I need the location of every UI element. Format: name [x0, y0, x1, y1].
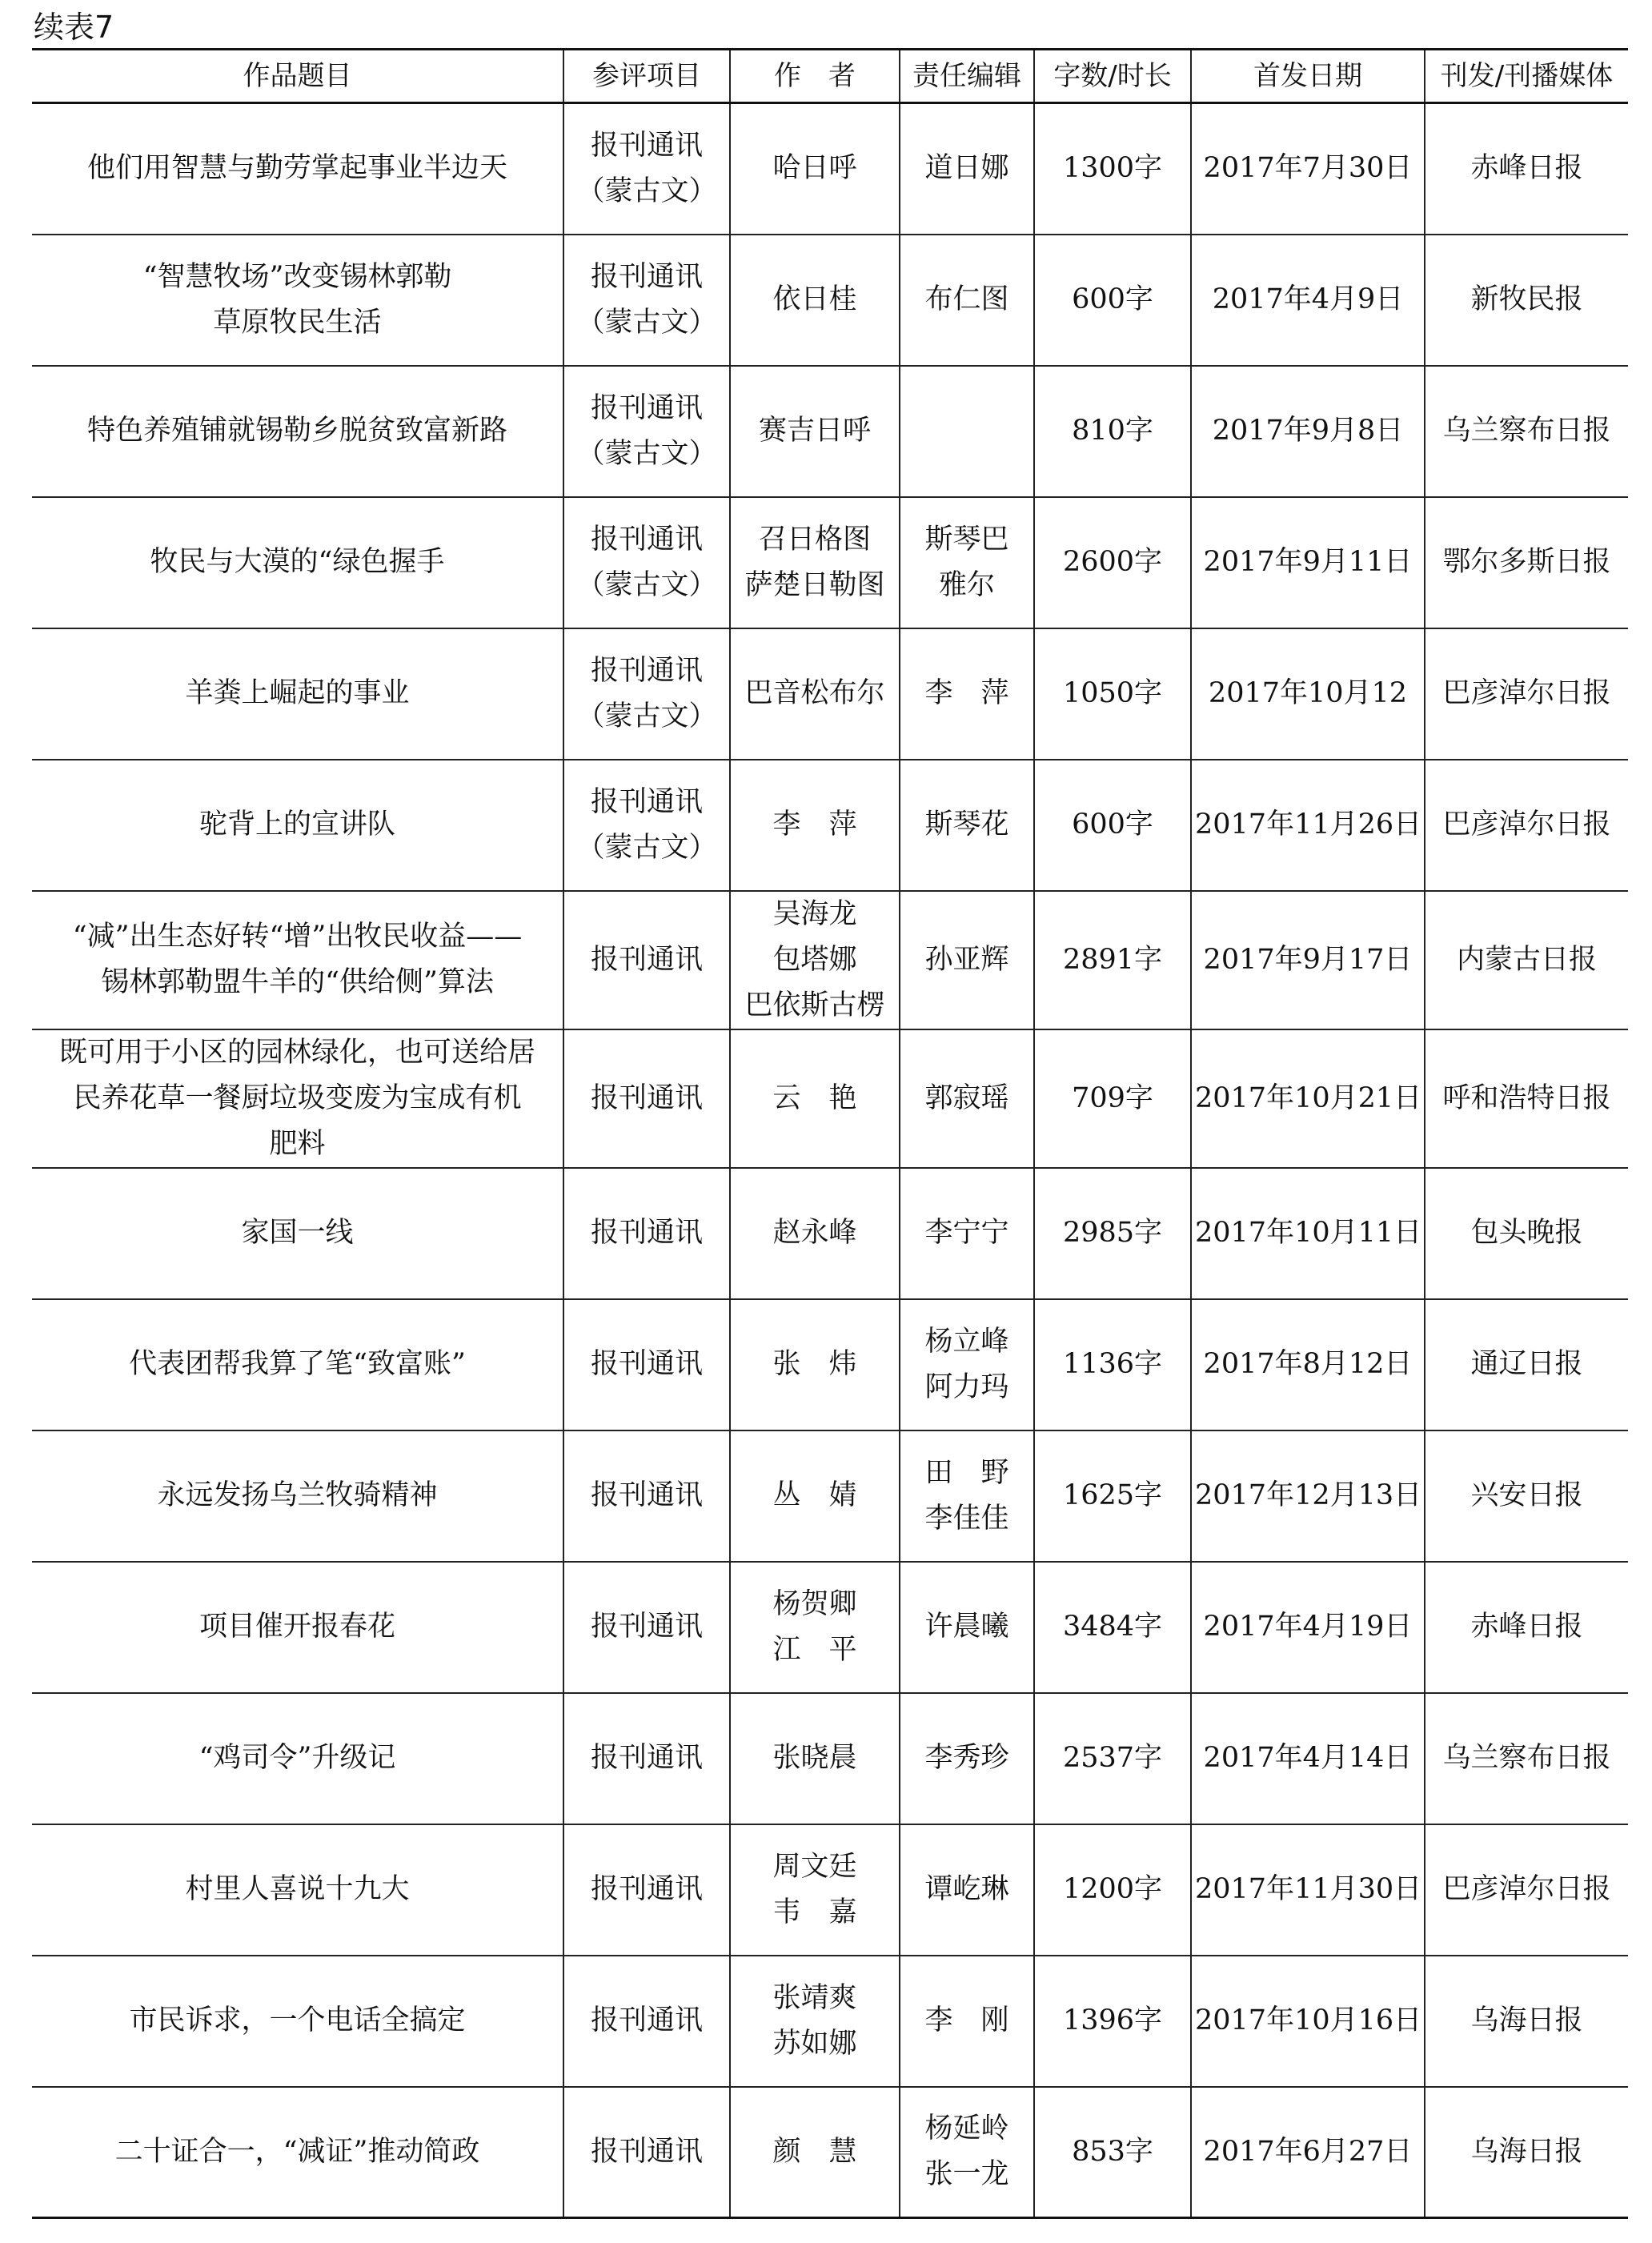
cell-editor: 李宁宁 [900, 1168, 1034, 1299]
table-row [32, 1430, 1628, 1562]
cell-category: 报刊通讯 （蒙古文） [563, 497, 730, 628]
cell-date: 2017年8月12日 [1191, 1299, 1425, 1430]
cell-media: 乌兰察布日报 [1425, 366, 1628, 497]
header-media: 刊发/刊播媒体 [1425, 50, 1628, 103]
cell-editor: 李 刚 [900, 1956, 1034, 2087]
cell-category: 报刊通讯 （蒙古文） [563, 760, 730, 891]
cell-editor: 孙亚辉 [900, 891, 1034, 1029]
cell-category: 报刊通讯 [563, 1562, 730, 1693]
cell-date: 2017年4月19日 [1191, 1562, 1425, 1693]
table-row [32, 1029, 1628, 1168]
cell-title: 既可用于小区的园林绿化，也可送给居 民养花草一餐厨垃圾变废为宝成有机 肥料 [32, 1029, 563, 1168]
table-caption: 续表7 [34, 10, 114, 45]
cell-length: 810字 [1034, 366, 1191, 497]
table-row [32, 366, 1628, 497]
cell-editor: 道日娜 [900, 103, 1034, 235]
cell-author: 吴海龙 包塔娜 巴依斯古楞 [730, 891, 900, 1029]
cell-date: 2017年11月30日 [1191, 1824, 1425, 1956]
cell-media: 新牧民报 [1425, 235, 1628, 366]
cell-title: “智慧牧场”改变锡林郭勒 草原牧民生活 [32, 235, 563, 366]
cell-title: 村里人喜说十九大 [32, 1824, 563, 1956]
cell-length: 600字 [1034, 235, 1191, 366]
cell-editor: 郭寂瑶 [900, 1029, 1034, 1168]
cell-title: 项目催开报春花 [32, 1562, 563, 1693]
table-row [32, 497, 1628, 628]
cell-author: 张靖爽 苏如娜 [730, 1956, 900, 2087]
table-row [32, 1562, 1628, 1693]
table-row [32, 1824, 1628, 1956]
cell-media: 通辽日报 [1425, 1299, 1628, 1430]
cell-length: 2891字 [1034, 891, 1191, 1029]
cell-category: 报刊通讯 [563, 1299, 730, 1430]
cell-media: 乌海日报 [1425, 1956, 1628, 2087]
cell-date: 2017年4月14日 [1191, 1693, 1425, 1824]
table-row [32, 1299, 1628, 1430]
cell-author: 云 艳 [730, 1029, 900, 1168]
table-row [32, 103, 1628, 235]
cell-author: 召日格图 萨楚日勒图 [730, 497, 900, 628]
cell-author: 颜 慧 [730, 2087, 900, 2218]
cell-category: 报刊通讯 [563, 1168, 730, 1299]
cell-date: 2017年10月16日 [1191, 1956, 1425, 2087]
cell-author: 赛吉日呼 [730, 366, 900, 497]
cell-length: 1396字 [1034, 1956, 1191, 2087]
cell-title: 牧民与大漠的“绿色握手 [32, 497, 563, 628]
cell-title: 家国一线 [32, 1168, 563, 1299]
table-row [32, 1168, 1628, 1299]
header-row [32, 50, 1628, 103]
cell-author: 巴音松布尔 [730, 628, 900, 760]
cell-author: 周文廷 韦 嘉 [730, 1824, 900, 1956]
cell-media: 鄂尔多斯日报 [1425, 497, 1628, 628]
cell-author: 依日桂 [730, 235, 900, 366]
cell-date: 2017年7月30日 [1191, 103, 1425, 235]
cell-author: 杨贺卿 江 平 [730, 1562, 900, 1693]
cell-media: 乌兰察布日报 [1425, 1693, 1628, 1824]
cell-category: 报刊通讯 （蒙古文） [563, 366, 730, 497]
header-category: 参评项目 [563, 50, 730, 103]
cell-date: 2017年9月17日 [1191, 891, 1425, 1029]
header-title: 作品题目 [32, 50, 563, 103]
cell-title: 市民诉求，一个电话全搞定 [32, 1956, 563, 2087]
cell-title: 二十证合一，“减证”推动简政 [32, 2087, 563, 2218]
cell-date: 2017年12月13日 [1191, 1430, 1425, 1562]
cell-media: 兴安日报 [1425, 1430, 1628, 1562]
cell-editor: 李秀珍 [900, 1693, 1034, 1824]
awards-table [32, 48, 1628, 2219]
header-editor: 责任编辑 [900, 50, 1034, 103]
header-length: 字数/时长 [1034, 50, 1191, 103]
table-row [32, 1956, 1628, 2087]
cell-length: 709字 [1034, 1029, 1191, 1168]
table-row [32, 891, 1628, 1029]
cell-title: 他们用智慧与勤劳掌起事业半边天 [32, 103, 563, 235]
cell-media: 巴彦淖尔日报 [1425, 628, 1628, 760]
cell-author: 丛 婧 [730, 1430, 900, 1562]
cell-editor: 斯琴巴 雅尔 [900, 497, 1034, 628]
cell-category: 报刊通讯 [563, 1824, 730, 1956]
cell-editor: 杨延岭 张一龙 [900, 2087, 1034, 2218]
cell-length: 1625字 [1034, 1430, 1191, 1562]
cell-author: 哈日呼 [730, 103, 900, 235]
table-row [32, 235, 1628, 366]
cell-editor: 斯琴花 [900, 760, 1034, 891]
cell-length: 3484字 [1034, 1562, 1191, 1693]
cell-media: 赤峰日报 [1425, 103, 1628, 235]
cell-title: 永远发扬乌兰牧骑精神 [32, 1430, 563, 1562]
cell-category: 报刊通讯 （蒙古文） [563, 628, 730, 760]
cell-length: 1050字 [1034, 628, 1191, 760]
cell-editor: 杨立峰 阿力玛 [900, 1299, 1034, 1430]
cell-date: 2017年10月11日 [1191, 1168, 1425, 1299]
cell-length: 2985字 [1034, 1168, 1191, 1299]
cell-category: 报刊通讯 [563, 1956, 730, 2087]
cell-title: 代表团帮我算了笔“致富账” [32, 1299, 563, 1430]
cell-title: 特色养殖铺就锡勒乡脱贫致富新路 [32, 366, 563, 497]
table-row [32, 2087, 1628, 2218]
cell-date: 2017年9月11日 [1191, 497, 1425, 628]
cell-length: 2537字 [1034, 1693, 1191, 1824]
cell-author: 张 炜 [730, 1299, 900, 1430]
cell-title: 羊粪上崛起的事业 [32, 628, 563, 760]
cell-author: 李 萍 [730, 760, 900, 891]
cell-media: 巴彦淖尔日报 [1425, 760, 1628, 891]
cell-editor: 许晨曦 [900, 1562, 1034, 1693]
cell-author: 张晓晨 [730, 1693, 900, 1824]
cell-category: 报刊通讯 [563, 1693, 730, 1824]
cell-title: 驼背上的宣讲队 [32, 760, 563, 891]
cell-date: 2017年11月26日 [1191, 760, 1425, 891]
cell-editor: 田 野 李佳佳 [900, 1430, 1034, 1562]
header-author: 作 者 [730, 50, 900, 103]
cell-category: 报刊通讯 [563, 891, 730, 1029]
cell-length: 2600字 [1034, 497, 1191, 628]
cell-date: 2017年6月27日 [1191, 2087, 1425, 2218]
cell-editor: 布仁图 [900, 235, 1034, 366]
cell-category: 报刊通讯 [563, 1029, 730, 1168]
table-row [32, 628, 1628, 760]
cell-author: 赵永峰 [730, 1168, 900, 1299]
cell-media: 内蒙古日报 [1425, 891, 1628, 1029]
cell-date: 2017年4月9日 [1191, 235, 1425, 366]
cell-media: 巴彦淖尔日报 [1425, 1824, 1628, 1956]
cell-length: 1136字 [1034, 1299, 1191, 1430]
table-row [32, 1693, 1628, 1824]
cell-date: 2017年10月12 [1191, 628, 1425, 760]
cell-media: 乌海日报 [1425, 2087, 1628, 2218]
header-date: 首发日期 [1191, 50, 1425, 103]
cell-date: 2017年9月8日 [1191, 366, 1425, 497]
cell-category: 报刊通讯 [563, 2087, 730, 2218]
cell-editor: 李 萍 [900, 628, 1034, 760]
cell-editor [900, 366, 1034, 497]
cell-media: 包头晚报 [1425, 1168, 1628, 1299]
cell-title: “鸡司令”升级记 [32, 1693, 563, 1824]
cell-title: “减”出生态好转“增”出牧民收益—— 锡林郭勒盟牛羊的“供给侧”算法 [32, 891, 563, 1029]
cell-category: 报刊通讯 [563, 1430, 730, 1562]
cell-length: 1300字 [1034, 103, 1191, 235]
cell-length: 600字 [1034, 760, 1191, 891]
cell-category: 报刊通讯 （蒙古文） [563, 103, 730, 235]
cell-category: 报刊通讯 （蒙古文） [563, 235, 730, 366]
cell-length: 1200字 [1034, 1824, 1191, 1956]
cell-media: 赤峰日报 [1425, 1562, 1628, 1693]
cell-media: 呼和浩特日报 [1425, 1029, 1628, 1168]
cell-length: 853字 [1034, 2087, 1191, 2218]
cell-date: 2017年10月21日 [1191, 1029, 1425, 1168]
table-row [32, 760, 1628, 891]
cell-editor: 谭屹琳 [900, 1824, 1034, 1956]
